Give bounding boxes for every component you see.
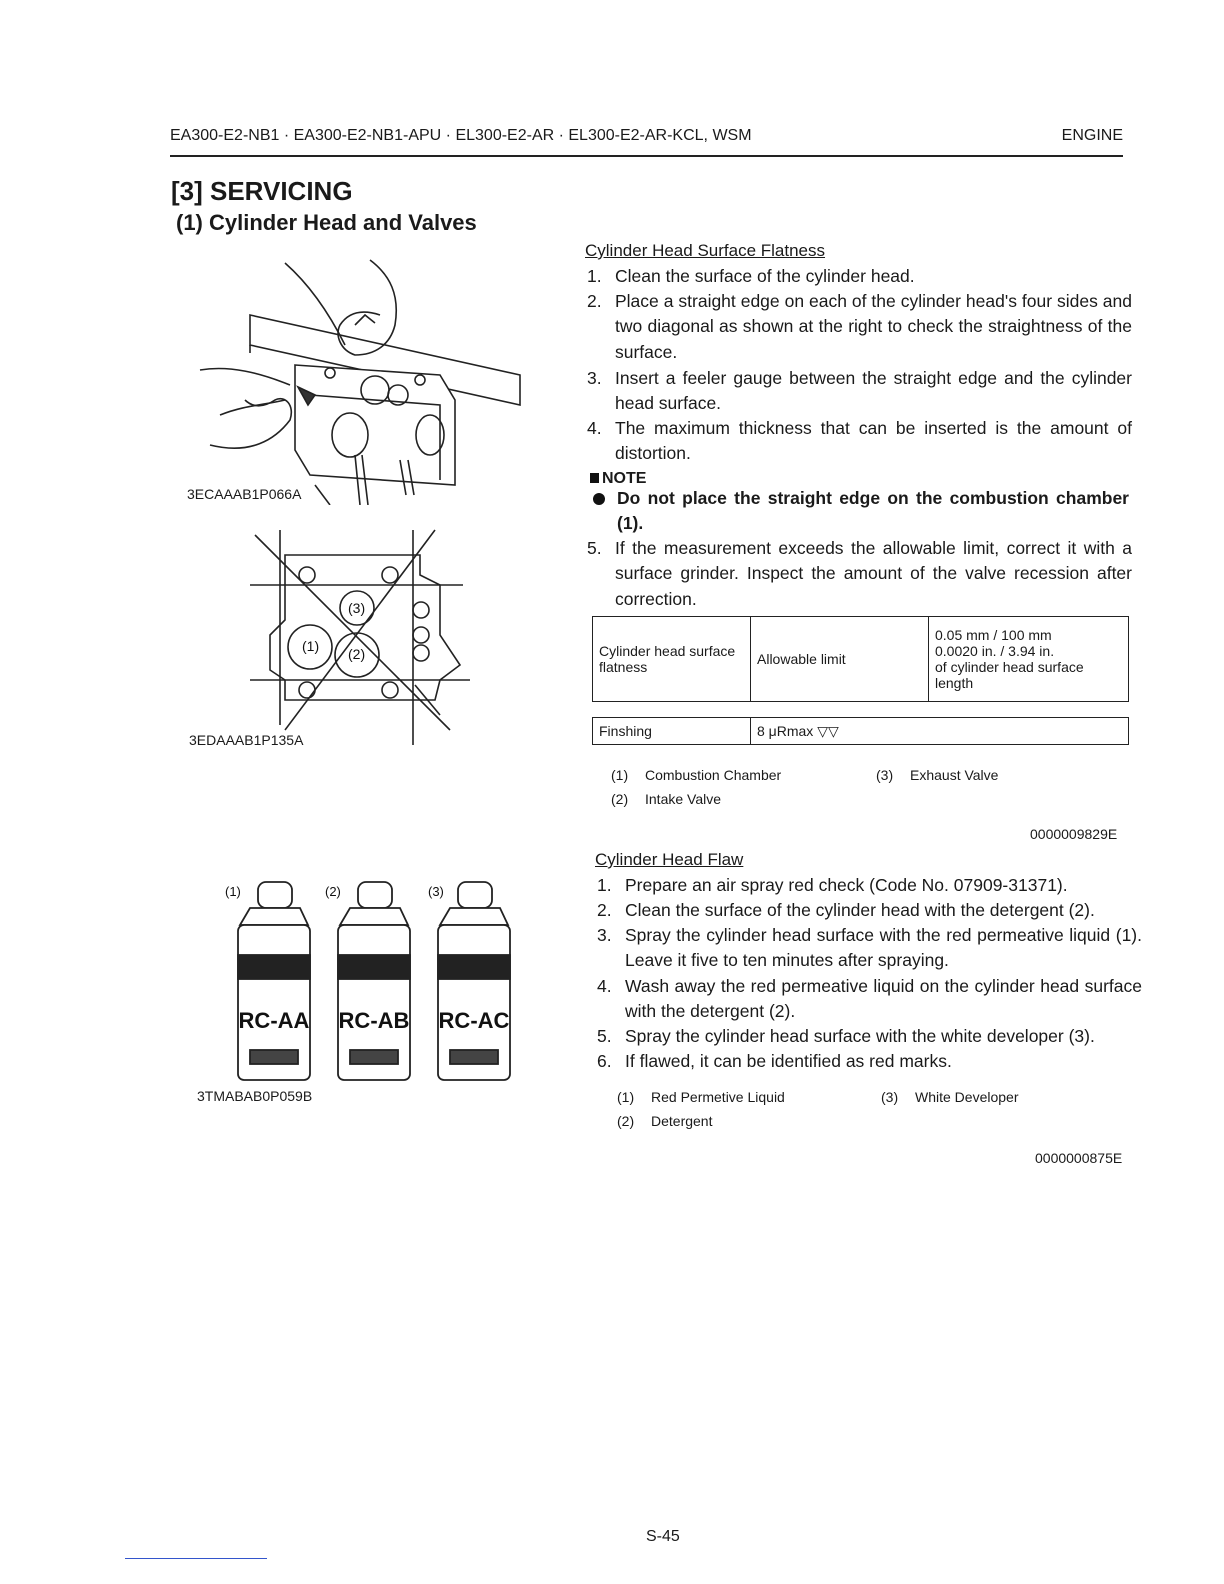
figure-straight-edge-illustration [190, 255, 530, 505]
fig3-label-1: (1) [225, 884, 241, 899]
fig2-label-1: (1) [302, 638, 320, 654]
step-number: 1. [597, 875, 612, 895]
legend-item [611, 791, 721, 807]
spray-can-2 [338, 882, 410, 1080]
legend-item [611, 767, 781, 783]
legend-number: (2) [611, 791, 629, 807]
figure-spray-cans [220, 870, 520, 1090]
flatness-step-2 [587, 289, 1132, 365]
fig3-label-2: (2) [325, 884, 341, 899]
step-text: Clean the surface of the cylinder head. [615, 266, 915, 286]
step-number: 3. [587, 368, 602, 388]
fig2-label-2: (2) [348, 646, 366, 662]
header-models: EA300-E2-NB1 · EA300-E2-NB1-APU · EL300-E2-AR · EL300-E2-AR-KCL, WSM [170, 127, 752, 144]
flaw-step-3 [597, 923, 1142, 974]
can-3-label: RC-AC [438, 1008, 510, 1033]
flatness-step-3 [587, 366, 1132, 417]
table-item-cell: Cylinder head surface flatness [593, 617, 751, 702]
legend-text: Combustion Chamber [645, 767, 782, 783]
legend-text: Exhaust Valve [910, 767, 999, 783]
table-limit-value [929, 617, 1129, 702]
spray-can-1 [238, 882, 310, 1080]
limit-line: 0.0020 in. / 3.94 in. [935, 643, 1055, 659]
legend-item [617, 1089, 785, 1105]
step-text: Insert a feeler gauge between the straight edge and the cylinder head surface. [615, 368, 1132, 414]
legend-item [876, 767, 998, 783]
flaw-step-4 [597, 974, 1142, 1025]
flatness-heading: Cylinder Head Surface Flatness [585, 241, 826, 260]
can-2-label: RC-AB [338, 1008, 410, 1033]
figure2-code: 3EDAAAB1P135A [189, 732, 304, 748]
step-number: 4. [587, 418, 602, 438]
header-section: ENGINE [1061, 127, 1123, 144]
footer-rule [125, 1558, 267, 1559]
finishing-table [592, 717, 1129, 745]
legend-text: Detergent [651, 1113, 713, 1129]
figure3-code: 3TMABAB0P059B [197, 1088, 313, 1104]
fig3-label-3: (3) [428, 884, 444, 899]
legend-number: (2) [617, 1113, 635, 1129]
legend-text: Intake Valve [645, 791, 722, 807]
step-number: 6. [597, 1051, 612, 1071]
flatness-step-5 [587, 536, 1132, 612]
note-body [593, 486, 1129, 536]
flaw-step-2 [597, 898, 1142, 923]
step-text: Wash away the red permeative liquid on the cylinder head surface with the detergent (2). [625, 976, 1142, 1022]
flaw-code: 0000000875E [1035, 1150, 1123, 1166]
legend-number: (1) [617, 1089, 635, 1105]
step-text: Spray the cylinder head surface with the red permeative liquid (1). Leave it five to ten minutes after spraying. [625, 925, 1142, 971]
flatness-code: 0000009829E [1030, 826, 1118, 842]
step-text: The maximum thickness that can be inserted is the amount of distortion. [615, 418, 1132, 464]
step-number: 2. [597, 900, 612, 920]
spray-can-3 [438, 882, 510, 1080]
limit-line: length [935, 675, 974, 691]
legend-item [881, 1089, 1019, 1105]
note-label-text: NOTE [602, 470, 647, 487]
finishing-value: 8 μRmax ▽▽ [751, 718, 1129, 745]
step-number: 5. [597, 1026, 612, 1046]
step-number: 1. [587, 266, 602, 286]
flaw-step-5 [597, 1024, 1142, 1049]
legend-text: Red Permetive Liquid [651, 1089, 785, 1105]
figure-cylinder-head-diagram [245, 525, 475, 750]
limit-line: of cylinder head surface [935, 659, 1084, 675]
step-text: Place a straight edge on each of the cylinder head's four sides and two diagonal as shown at the right to check the straightness of the surface. [615, 291, 1132, 362]
legend-number: (3) [876, 767, 894, 783]
step-text: Spray the cylinder head surface with the white developer (3). [625, 1026, 1095, 1046]
flatness-limit-table [592, 616, 1129, 702]
legend-text: White Developer [915, 1089, 1019, 1105]
table-limit-label: Allowable limit [751, 617, 929, 702]
bullet-icon [593, 493, 605, 505]
legend-number: (3) [881, 1089, 899, 1105]
header-rule [170, 155, 1123, 157]
flaw-step-1 [597, 873, 1142, 898]
step-number: 2. [587, 291, 602, 311]
section-title: [3] SERVICING [171, 176, 353, 206]
legend-item [617, 1113, 712, 1129]
page-number: S-45 [646, 1528, 680, 1545]
flatness-step-1 [587, 264, 1132, 289]
flatness-step-4 [587, 416, 1132, 467]
fig2-label-3: (3) [348, 600, 366, 616]
step-text: Clean the surface of the cylinder head with the detergent (2). [625, 900, 1095, 920]
note-text: Do not place the straight edge on the combustion chamber (1). [617, 488, 1129, 533]
flaw-step-6 [597, 1049, 1142, 1074]
can-1-label: RC-AA [238, 1008, 310, 1033]
flaw-heading: Cylinder Head Flaw [595, 850, 744, 869]
finishing-label: Finshing [593, 718, 751, 745]
subsection-title: (1) Cylinder Head and Valves [176, 210, 477, 235]
step-number: 5. [587, 538, 602, 558]
step-text: If flawed, it can be identified as red marks. [625, 1051, 952, 1071]
step-number: 4. [597, 976, 612, 996]
step-number: 3. [597, 925, 612, 945]
step-text: Prepare an air spray red check (Code No. 07909-31371). [625, 875, 1068, 895]
figure1-code: 3ECAAAB1P066A [187, 486, 302, 502]
step-text: If the measurement exceeds the allowable limit, correct it with a surface grinder. Inspect the amount of the valve recession after correction. [615, 538, 1132, 609]
note-square-icon [590, 473, 599, 483]
legend-number: (1) [611, 767, 629, 783]
limit-line: 0.05 mm / 100 mm [935, 627, 1052, 643]
